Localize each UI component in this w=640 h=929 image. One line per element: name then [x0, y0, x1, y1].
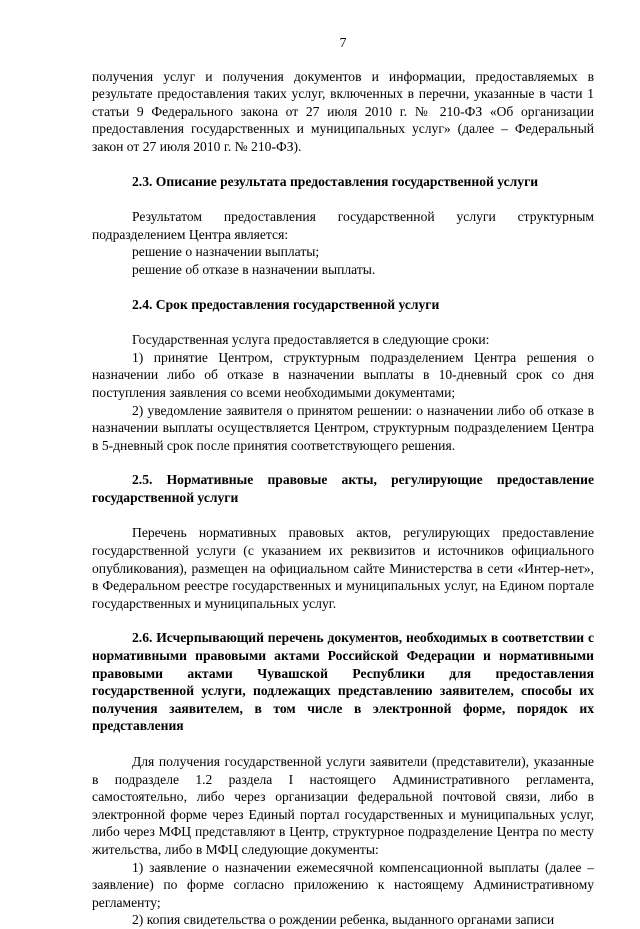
intro-paragraph: получения услуг и получения документов и информации, предоставляемых в результате предоставления таких услуг, включенных в перечни, указанные в части 1 статьи 9 Федерального закона от 27 июля 2010 г. № 210-ФЗ «Об организации предоставления государственных и муниципальных услуг» (далее – Федеральный закон от 27 июля 2010 г. № 210-ФЗ).: [92, 68, 594, 154]
section-2-3-paragraph-2: решение о назначении выплаты;: [132, 244, 320, 260]
section-2-3-paragraph-1: Результатом предоставления государственной услуги структурным подразделением Центра является:: [92, 209, 594, 242]
document-page: [92, 34, 594, 929]
section-2-6-paragraph-3: 2) копия свидетельства о рождении ребенка, выданного органами записи: [132, 912, 555, 928]
section-2-6-paragraph-1: Для получения государственной услуги заявители (представители), указанные в подразделе 1.2 раздела I настоящего Административного регламента, самостоятельно, либо через организации федеральной почтовой связи, либо в электронной форме через Единый портал государственных и муниципальных услуг, либо через МФЦ представляют в Центр, структурное подразделение Центра по месту жительства, либо в МФЦ следующие документы:: [92, 754, 594, 857]
section-2-6-paragraph-2: 1) заявление о назначении ежемесячной компенсационной выплаты (далее – заявление) по форме согласно приложению к настоящему Административному регламенту;: [92, 859, 594, 910]
section-2-5-heading: 2.5. Нормативные правовые акты, регулирующие предоставление государственной услуги: [92, 472, 594, 505]
section-2-4-paragraph-2: 1) принятие Центром, структурным подразделением Центра решения о назначении либо об отказе в назначении выплаты в 10-дневный срок со дня поступления заявления со всеми необходимыми документами;: [92, 349, 594, 400]
section-2-4-paragraph-1: Государственная услуга предоставляется в следующие сроки:: [132, 332, 490, 348]
section-2-3-paragraph-3: решение об отказе в назначении выплаты.: [132, 261, 376, 277]
section-2-4-heading: 2.4. Срок предоставления государственной услуги: [132, 296, 440, 312]
section-2-5-paragraph: Перечень нормативных правовых актов, регулирующих предоставление государственной услуги (с указанием их реквизитов и источников официального опубликования), размещен на официальном сайте Министерства в сети «Интер-нет», в Федеральном реестре государственных и муниципальных услуг, на Едином портале государственных и муниципальных услуг.: [92, 525, 594, 611]
section-2-3-heading: 2.3. Описание результата предоставления государственной услуги: [132, 173, 539, 189]
page-number: 7: [339, 35, 347, 50]
section-2-6-heading: 2.6. Исчерпывающий перечень документов, необходимых в соответствии с нормативными правовыми актами Российской Федерации и нормативными правовыми актами Чувашской Республики для предоставления государственной услуги, подлежащих представлению заявителем, способы их получения заявителем, в том числе в электронной форме, порядок их представления: [92, 630, 594, 734]
section-2-4-paragraph-3: 2) уведомление заявителя о принятом решении: о назначении либо об отказе в назначении выплаты осуществляется Центром, структурным подразделением Центра в 5-дневный срок после принятия соответствующего решения.: [92, 402, 594, 453]
